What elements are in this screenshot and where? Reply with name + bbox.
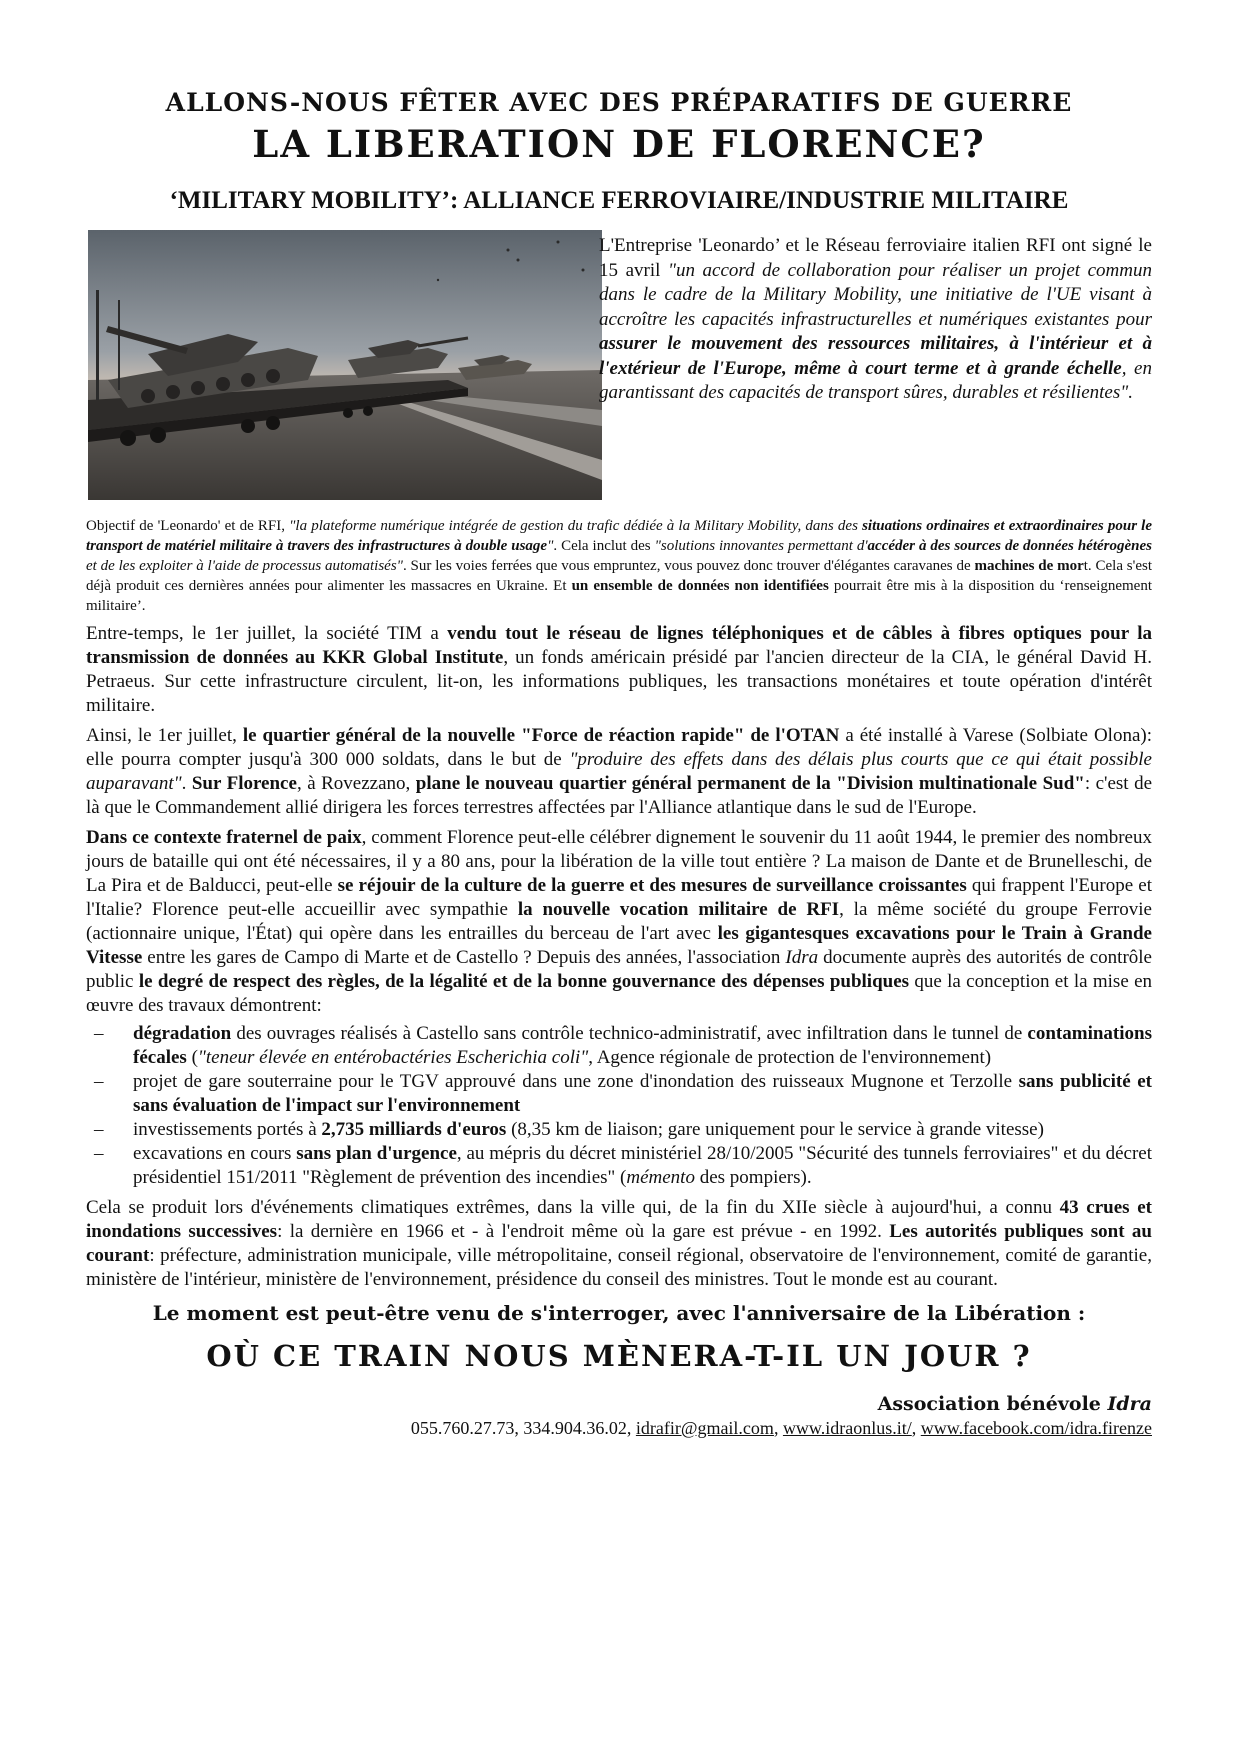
obj-5: . Cela inclut des xyxy=(553,538,655,554)
b3-2: 2,735 milliards d'euros xyxy=(321,1119,507,1140)
otan-7: , à Rovezzano, xyxy=(296,773,416,794)
contact-line xyxy=(86,1416,1152,1440)
ctx-9: Idra xyxy=(785,947,819,968)
bullet-dash: – xyxy=(94,1119,104,1140)
phone-numbers: 055.760.27.73, 334.904.36.02, xyxy=(410,1418,636,1438)
bullet-dash: – xyxy=(94,1143,104,1164)
question-line: Le moment est peut-être venu de s'interroger, avec l'anniversaire de la Libération : xyxy=(152,1301,1086,1325)
ctx-7: les gigantesques excavations pour le Train à Grande Vitesse xyxy=(86,923,1152,968)
ctx-3: se réjouir de la culture de la guerre et des mesures de surveillance croissantes xyxy=(337,875,967,896)
objective-paragraph xyxy=(86,516,1152,616)
list-item xyxy=(86,1070,1152,1118)
cl-4: Les autorités publiques sont au courant xyxy=(86,1221,1152,1266)
separator: , xyxy=(773,1418,783,1438)
b1-6: , Agence régionale de protection de l'environnement) xyxy=(588,1047,992,1068)
intro-text-1: L'Entreprise 'Leonardo’ et le Réseau ferroviaire italien RFI ont signé le 15 avril xyxy=(599,235,1152,281)
obj-11: t. Cela s'est déjà produit ces dernières années pour alimenter les massacres en Ukraine. Et xyxy=(86,558,1152,594)
obj-13: pourrait être mis à la disposition du ‘renseignement militaire’. xyxy=(86,578,1153,614)
b3-1: investissements portés à xyxy=(133,1119,322,1140)
context-paragraph xyxy=(86,826,1152,1018)
issues-list xyxy=(86,1022,1152,1190)
climate-paragraph xyxy=(86,1196,1152,1292)
intro-section xyxy=(86,230,1152,502)
intro-text-3: assurer le mouvement des ressources militaires, à l'intérieur et à l'extérieur de l'Europe, même à court terme et à grande échelle xyxy=(599,333,1152,379)
b4-5: des pompiers). xyxy=(694,1167,812,1188)
obj-4: " xyxy=(547,538,554,554)
obj-9: . Sur les voies ferrées que vous empruntez, vous pouvez donc trouver d'élégantes caravanes de xyxy=(402,558,975,574)
ctx-5: la nouvelle vocation militaire de RFI xyxy=(517,899,840,920)
cl-2: 43 crues et inondations successives xyxy=(86,1197,1152,1242)
facebook-link[interactable]: www.facebook.com/idra.firenze xyxy=(920,1418,1152,1438)
obj-7: accéder à des sources de données hétérogènes xyxy=(867,538,1152,554)
list-item xyxy=(86,1142,1152,1190)
b3-3: (8,35 km de liaison; gare uniquement pour le service à grande vitesse) xyxy=(506,1119,1044,1140)
ctx-6: , la même société du groupe Ferrovie (actionnaire unique, l'État) qui opère dans les entrailles du berceau de l'art avec xyxy=(86,899,1152,944)
obj-3: situations ordinaires et extraordinaires pour le transport de matériel militaire à travers des infrastructures à double usage xyxy=(86,518,1152,554)
signature xyxy=(86,1392,1152,1416)
email-link[interactable]: idrafir@gmail.com xyxy=(635,1418,774,1438)
intro-text-2: "un accord de collaboration pour réaliser un projet commun dans le cadre de la Military Mobility, une initiative de l'UE visant à accroître les capacités infrastructurelles et numériques existantes pour xyxy=(599,259,1152,330)
otan-8: plane le nouveau quartier général permanent de la "Division multinationale Sud" xyxy=(415,773,1085,794)
intro-text-4: , en garantissant des capacités de transport sûres, durables et résilientes". xyxy=(599,357,1152,403)
otan-3: a été installé à Varese (Solbiate Olona): elle pourra compter jusqu'à 300 000 soldats, dans le but de xyxy=(86,725,1152,770)
b1-4: ( xyxy=(186,1047,198,1068)
tim-2: vendu tout le réseau de lignes téléphoniques et de câbles à fibres optiques pour la transmission de données au KKR Global Institute xyxy=(86,623,1152,668)
b4-1: excavations en cours xyxy=(133,1143,297,1164)
ctx-10: documente auprès des autorités de contrôle public xyxy=(86,947,1152,992)
otan-6: Sur Florence xyxy=(191,773,297,794)
tim-paragraph xyxy=(86,622,1152,718)
tim-3: , un fonds américain présidé par l'ancien directeur de la CIA, le général David H. Petraeus. Sur cette infrastructure circulent, lit-on, les informations publiques, les transactions monétaires et toute opération d'intérêt militaire. xyxy=(86,647,1152,716)
otan-1: Ainsi, le 1er juillet, xyxy=(86,725,243,746)
bullet-dash: – xyxy=(94,1023,104,1044)
ctx-12: que la conception et la mise en œuvre des travaux démontrent: xyxy=(86,971,1152,1016)
b1-2: des ouvrages réalisés à Castello sans contrôle technico-administratif, avec infiltration dans le tunnel de xyxy=(231,1023,1028,1044)
otan-paragraph xyxy=(86,724,1152,820)
obj-1: Objectif de 'Leonardo' et de RFI, xyxy=(86,518,290,534)
otan-4: "produire des effets dans des délais plus courts que ce qui était possible auparavant" xyxy=(86,749,1152,794)
final-headline: OÙ CE TRAIN NOUS MÈNERA-T-IL UN JOUR ? xyxy=(206,1339,1032,1373)
ctx-2: , comment Florence peut-elle célébrer dignement le souvenir du 11 août 1944, le premier des nombreux jours de bataille qui ont été nécessaires, il y a 80 ans, pour la libération de la ville tout entière ? La maison de Dante et de Brunelleschi, de La Pira et de Balducci, peut-elle xyxy=(86,827,1152,896)
subtitle: ‘MILITARY MOBILITY’: ALLIANCE FERROVIAIRE/INDUSTRIE MILITAIRE xyxy=(169,187,1069,214)
intro-paragraph xyxy=(599,234,1152,406)
otan-5: . xyxy=(181,773,192,794)
otan-2: le quartier général de la nouvelle "Force de réaction rapide" de l'OTAN xyxy=(242,725,840,746)
signature-prefix: Association bénévole xyxy=(877,1393,1108,1415)
signature-name: Idra xyxy=(1107,1393,1152,1415)
ctx-1: Dans ce contexte fraternel de paix xyxy=(86,827,362,848)
b1-5: "teneur élevée en entérobactéries Escherichia coli" xyxy=(197,1047,589,1068)
headline-line-2: LA LIBERATION DE FLORENCE? xyxy=(252,122,986,166)
separator: , xyxy=(911,1418,921,1438)
obj-6: "solutions innovantes permettant d' xyxy=(654,538,868,554)
otan-9: : c'est de là que le Commandement allié dirigera les forces terrestres affectées par l'Alliance atlantique dans le sud de l'Europe. xyxy=(86,773,1153,818)
cl-5: : préfecture, administration municipale, ville métropolitaine, conseil régional, observatoire de l'environnement, comité de garantie, ministère de l'intérieur, ministère de l'environnement, présidence du conseil des ministres. Tout le monde est au courant. xyxy=(86,1245,1152,1290)
cl-3: : la dernière en 1966 et - à l'endroit même où la gare est prévue - en 1992. xyxy=(277,1221,890,1242)
flyer-page xyxy=(86,88,1152,1440)
b2-1: projet de gare souterraine pour le TGV approuvé dans une zone d'inondation des ruisseaux Mugnone et Terzolle xyxy=(133,1071,1019,1092)
ctx-8: entre les gares de Campo di Marte et de Castello ? Depuis des années, l'association xyxy=(142,947,786,968)
b2-2: sans publicité et sans évaluation de l'impact sur l'environnement xyxy=(133,1071,1152,1116)
ctx-4: qui frappent l'Europe et l'Italie? Florence peut-elle accueillir avec sympathie xyxy=(86,875,1152,920)
ctx-11: le degré de respect des règles, de la légalité et de la bonne gouvernance des dépenses publiques xyxy=(138,971,910,992)
website-link[interactable]: www.idraonlus.it/ xyxy=(782,1418,912,1438)
list-item xyxy=(86,1118,1152,1142)
b1-3: contaminations fécales xyxy=(133,1023,1152,1068)
b1-1: dégradation xyxy=(133,1023,232,1044)
b4-2: sans plan d'urgence xyxy=(296,1143,457,1164)
bullet-dash: – xyxy=(94,1071,104,1092)
obj-12: un ensemble de données non identifiées xyxy=(571,578,829,594)
cl-1: Cela se produit lors d'événements climatiques extrêmes, dans la ville qui, de la fin du XIIe siècle à aujourd'hui, a connu xyxy=(86,1197,1060,1218)
obj-2: "la plateforme numérique intégrée de gestion du trafic dédiée à la Military Mobility, dans des xyxy=(289,518,863,534)
tank-train-photo xyxy=(88,230,602,500)
tim-1: Entre-temps, le 1er juillet, la société TIM a xyxy=(86,623,448,644)
obj-10: machines de mor xyxy=(974,558,1084,574)
headline-line-1: ALLONS-NOUS FÊTER AVEC DES PRÉPARATIFS DE GUERRE xyxy=(165,88,1073,117)
list-item xyxy=(86,1022,1152,1070)
obj-8: et de les exploiter à l'aide de processus automatisés" xyxy=(86,558,403,574)
b4-3: , au mépris du décret ministériel 28/10/2005 "Sécurité des tunnels ferroviaires" et du décret présidentiel 151/2011 "Règlement de prévention des incendies" ( xyxy=(133,1143,1152,1188)
b4-4: mémento xyxy=(626,1167,695,1188)
